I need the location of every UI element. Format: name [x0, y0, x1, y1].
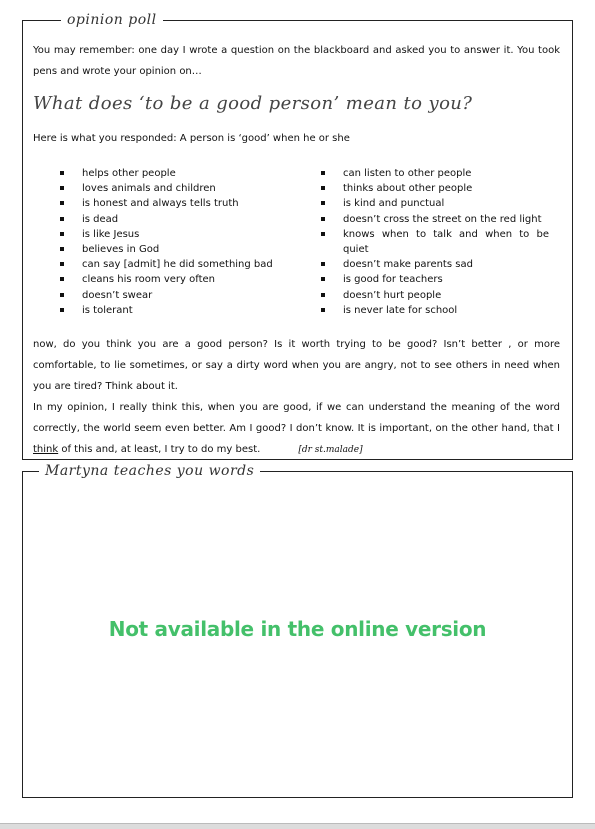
closing-text-b: of this and, at least, I try to do my best. [58, 444, 261, 455]
answers-list-right [321, 166, 549, 318]
closing-text-a: In my opinion, I really think this, when you are good, if we can understand the meaning of the word correctly, the world seem even better. Am I good? I don’t know. It is important, on the other hand, that I [33, 402, 560, 434]
list-item: is like Jesus [60, 227, 290, 242]
list-item: is kind and punctual [321, 196, 549, 211]
list-item: is tolerant [60, 303, 290, 318]
list-item: loves animals and children [60, 181, 290, 196]
list-item: doesn’t cross the street on the red light [321, 212, 549, 227]
list-item: doesn’t swear [60, 288, 290, 303]
list-item: helps other people [60, 166, 290, 181]
list-item: knows when to talk and when to be quiet [321, 227, 549, 257]
list-item: thinks about other people [321, 181, 549, 196]
poll-question: What does ‘to be a good person’ mean to you? [33, 93, 473, 114]
words-section-box [22, 463, 573, 798]
closing-text [33, 334, 560, 461]
closing-paragraph-2 [33, 397, 560, 461]
closing-paragraph-1: now, do you think you are a good person? Is it worth trying to be good? Isn’t better , or more comfortable, to lie sometimes, or say a dirty word when you are angry, not to see others in need when you are tired? Think about it. [33, 339, 560, 392]
not-available-notice: Not available in the online version [108, 617, 487, 641]
list-item: doesn’t hurt people [321, 288, 549, 303]
list-item: is never late for school [321, 303, 549, 318]
list-item: is good for teachers [321, 272, 549, 287]
responded-line: Here is what you responded: A person is ‘good’ when he or she [33, 133, 350, 144]
author-signature: [dr st.malade] [298, 445, 363, 455]
list-item: can listen to other people [321, 166, 549, 181]
words-section-legend: Martyna teaches you words [39, 463, 260, 479]
page-bottom-edge [0, 823, 595, 829]
list-item: is dead [60, 212, 290, 227]
opinion-poll-legend: opinion poll [61, 12, 163, 28]
list-item: can say [admit] he did something bad [60, 257, 290, 272]
list-item: doesn’t make parents sad [321, 257, 549, 272]
list-item: is honest and always tells truth [60, 196, 290, 211]
think-emphasis: think [33, 444, 59, 455]
intro-paragraph: You may remember: one day I wrote a question on the blackboard and asked you to answer it. You took pens and wrote your opinion on… [33, 45, 560, 77]
list-item: cleans his room very often [60, 272, 290, 287]
list-item: believes in God [60, 242, 290, 257]
opinion-poll-box [22, 12, 573, 460]
answers-list-left [60, 166, 290, 318]
